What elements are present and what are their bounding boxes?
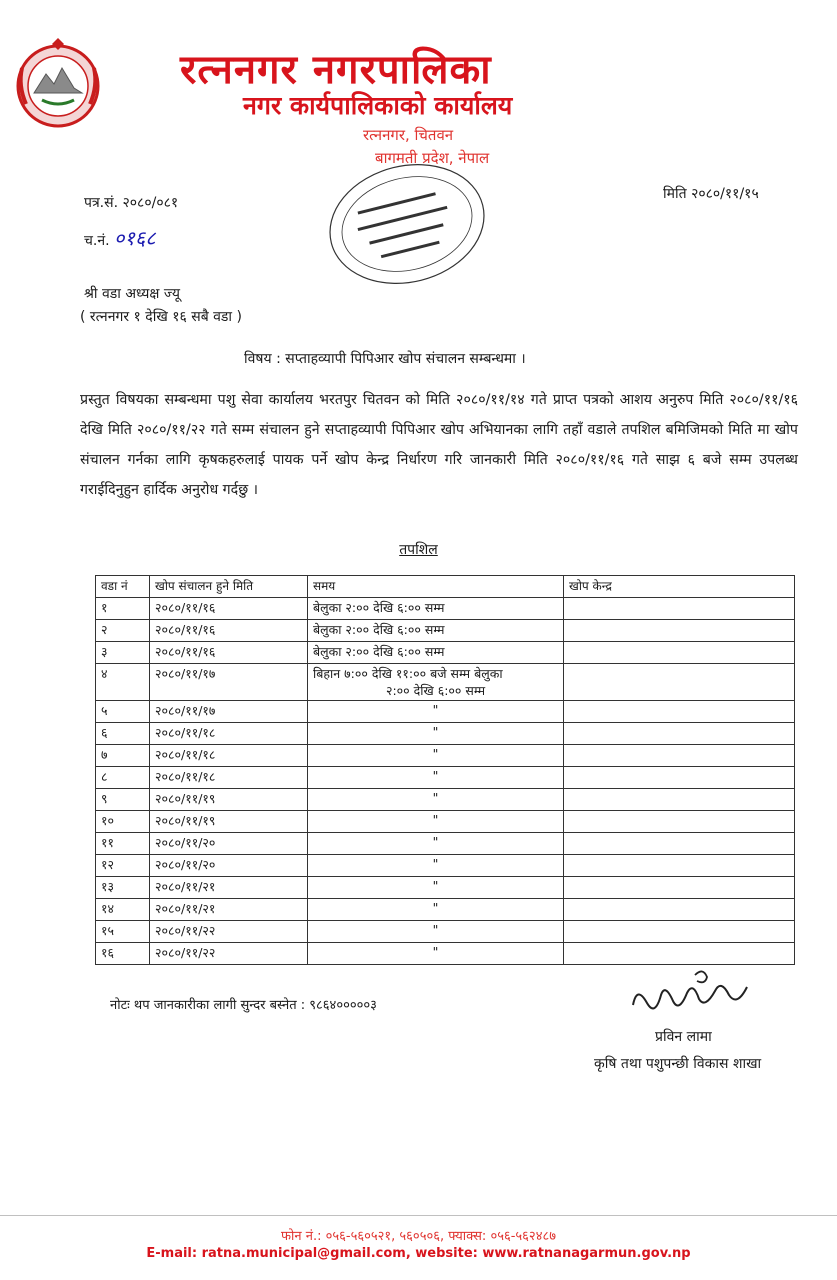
cell-center	[564, 664, 795, 701]
table-row	[96, 833, 795, 855]
letter-subject: विषय : सप्ताहव्यापी पिपिआर खोप संचालन सम्बन्धमा ।	[244, 351, 526, 367]
patra-san-label: पत्र.सं.	[84, 195, 119, 211]
cell-time: "	[308, 701, 564, 723]
cell-time: "	[308, 723, 564, 745]
cell-time: "	[308, 767, 564, 789]
cell-date: २०८०/११/२२	[150, 943, 308, 965]
table-row	[96, 664, 795, 701]
cell-ward: १६	[96, 943, 150, 965]
cell-time: "	[308, 943, 564, 965]
address-line-1: रत्ननगर, चितवन	[363, 126, 454, 144]
letter-body: प्रस्तुत विषयका सम्बन्धमा पशु सेवा कार्यालय भरतपुर चितवन को मिति २०८०/११/१४ गते प्राप्त पत्रको आशय अनुरुप मिति २०८०/११/१६ देखि मिति २०८०/११/२२ गते सम्म संचालन हुने सप्ताहव्यापी पिपिआर खोप अभियानका लागि तहाँ वडाले तपशिल बमिजिमको मिति मा खोप संचालन गर्नका लागि कृषकहरुलाई पायक पर्ने खोप केन्द्र निर्धारण गरि जानकारी मिति २०८०/११/१६ गते साझ ६ बजे सम्म उपलब्ध गराईदिनुहुन हार्दिक अनुरोध गर्दछु ।	[80, 392, 798, 498]
cell-ward: ११	[96, 833, 150, 855]
cha-na-value: ०१६८	[114, 226, 156, 250]
table-row	[96, 620, 795, 642]
schedule-table	[95, 575, 795, 965]
table-row	[96, 855, 795, 877]
cell-center	[564, 745, 795, 767]
cell-time: "	[308, 811, 564, 833]
cell-date: २०८०/११/१८	[150, 745, 308, 767]
cell-ward: ९	[96, 789, 150, 811]
cell-center	[564, 701, 795, 723]
table-row	[96, 943, 795, 965]
cell-ward: ३	[96, 642, 150, 664]
address-line-2: बागमती प्रदेश, नेपाल	[375, 149, 490, 167]
cell-date: २०८०/११/१८	[150, 723, 308, 745]
table-row	[96, 723, 795, 745]
cell-center	[564, 877, 795, 899]
cell-date: २०८०/११/१७	[150, 701, 308, 723]
footer-phone: फोन नं.: ०५६-५६०५२१, ५६०५०६, फ्याक्स: ०५६-५६२४८७	[281, 1229, 556, 1244]
cell-center	[564, 723, 795, 745]
cell-date: २०८०/११/१८	[150, 767, 308, 789]
cell-ward: १०	[96, 811, 150, 833]
cell-ward: २	[96, 620, 150, 642]
cell-ward: ६	[96, 723, 150, 745]
date-value: २०८०/११/१५	[691, 186, 759, 202]
cell-time: बेलुका २:०० देखि ६:०० सम्म	[308, 620, 564, 642]
header-date: खोप संचालन हुने मिति	[150, 576, 308, 598]
cell-time: "	[308, 789, 564, 811]
table-row	[96, 789, 795, 811]
cell-date: २०८०/११/१६	[150, 642, 308, 664]
table-row	[96, 921, 795, 943]
recipient-line-1: श्री वडा अध्यक्ष ज्यू	[84, 286, 181, 302]
cell-ward: १२	[96, 855, 150, 877]
cell-ward: ५	[96, 701, 150, 723]
signer-branch: कृषि तथा पशुपन्छी विकास शाखा	[594, 1056, 762, 1072]
contact-note: नोटः थप जानकारीका लागी सुन्दर बस्नेत : ९८६४०००००३	[110, 998, 377, 1013]
signature-icon	[625, 965, 755, 1025]
cell-center	[564, 642, 795, 664]
cell-ward: १३	[96, 877, 150, 899]
date-label: मिति	[663, 186, 687, 202]
table-header-row	[96, 576, 795, 598]
cell-date: २०८०/११/२१	[150, 877, 308, 899]
cell-ward: १	[96, 598, 150, 620]
recipient-line-2: ( रत्ननगर १ देखि १६ सबै वडा )	[80, 309, 242, 325]
cell-date: २०८०/११/२०	[150, 833, 308, 855]
cell-time: बेलुका २:०० देखि ६:०० सम्म	[308, 598, 564, 620]
cell-time-line-2: २:०० देखि ६:०० सम्म	[385, 683, 486, 698]
cell-center	[564, 855, 795, 877]
header-time: समय	[308, 576, 564, 598]
cell-time: बेलुका २:०० देखि ६:०० सम्म	[308, 642, 564, 664]
cell-ward: ४	[96, 664, 150, 701]
table-row	[96, 745, 795, 767]
header-center: खोप केन्द्र	[564, 576, 795, 598]
cell-center	[564, 767, 795, 789]
cell-ward: १४	[96, 899, 150, 921]
cell-date: २०८०/११/१९	[150, 789, 308, 811]
cell-center	[564, 598, 795, 620]
table-row	[96, 811, 795, 833]
table-body	[96, 598, 795, 965]
dispatch-number	[84, 224, 156, 251]
cell-date: २०८०/११/१९	[150, 811, 308, 833]
table-row	[96, 767, 795, 789]
letter-number	[84, 193, 178, 212]
table-row	[96, 598, 795, 620]
cell-time: "	[308, 899, 564, 921]
cell-center	[564, 620, 795, 642]
table-title: तपशिल	[399, 542, 438, 558]
letter-date	[663, 184, 759, 203]
cell-ward: १५	[96, 921, 150, 943]
cell-center	[564, 811, 795, 833]
table-row	[96, 642, 795, 664]
cell-time: "	[308, 921, 564, 943]
cell-center	[564, 833, 795, 855]
cell-center	[564, 899, 795, 921]
cell-date: २०८०/११/२१	[150, 899, 308, 921]
table-row	[96, 701, 795, 723]
cell-ward: ७	[96, 745, 150, 767]
cell-center	[564, 921, 795, 943]
cell-date: २०८०/११/१७	[150, 664, 308, 701]
signer-name: प्रविन लामा	[655, 1029, 712, 1045]
cell-center	[564, 789, 795, 811]
cell-date: २०८०/११/२०	[150, 855, 308, 877]
footer-divider	[0, 1215, 837, 1216]
office-subtitle: नगर कार्यपालिकाको कार्यालय	[243, 91, 513, 120]
footer-email-website: E-mail: ratna.municipal@gmail.com, website: www.ratnanagarmun.gov.np	[146, 1246, 691, 1261]
cell-time: "	[308, 855, 564, 877]
cell-time: "	[308, 877, 564, 899]
cell-time	[308, 664, 564, 701]
header-ward: वडा नं	[96, 576, 150, 598]
emblem-icon	[12, 38, 104, 130]
table-row	[96, 877, 795, 899]
office-name: रत्ननगर नगरपालिका	[180, 47, 492, 93]
table-row	[96, 899, 795, 921]
cell-time: "	[308, 745, 564, 767]
cell-date: २०८०/११/२२	[150, 921, 308, 943]
patra-san-value: २०८०/०८१	[122, 195, 179, 211]
cha-na-label: च.नं.	[84, 233, 110, 249]
cell-date: २०८०/११/१६	[150, 620, 308, 642]
cell-time-line-1: बिहान ७:०० देखि ११:०० बजे सम्म बेलुका	[313, 666, 503, 681]
cell-ward: ८	[96, 767, 150, 789]
cell-center	[564, 943, 795, 965]
cell-time: "	[308, 833, 564, 855]
office-stamp-icon	[322, 160, 492, 288]
cell-date: २०८०/११/१६	[150, 598, 308, 620]
